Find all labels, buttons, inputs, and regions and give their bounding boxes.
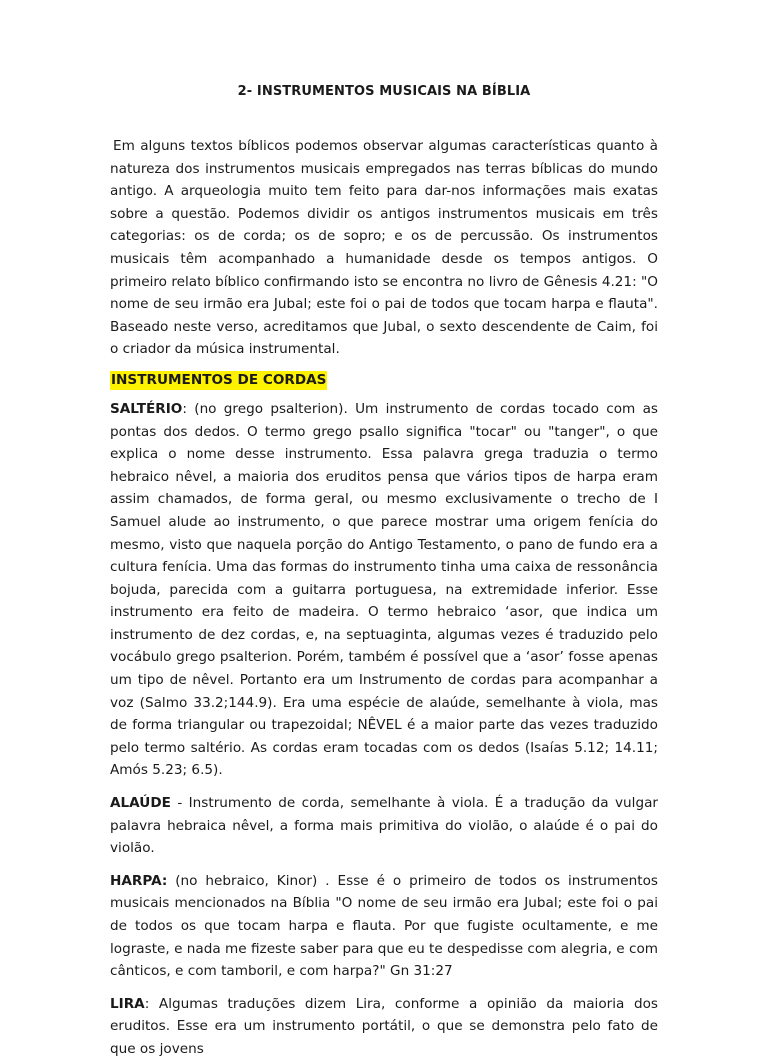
entry-text: : (no grego psalterion). Um instrumento de cordas tocado com as pontas dos dedos. O termo grego psallo significa "tocar" ou "tanger", o que explica o nome desse instrumento. Essa palavra grega traduzia o termo hebraico nêvel, a maioria dos eruditos pensa que vários tipos de harpa eram assim chamados, de forma geral, ou mesmo exclusivamente o trecho de I Samuel alude ao instrumento, o que parece mostrar uma origem fenícia do mesmo, visto que naquela porção do Antigo Testamento, o pano de fundo era a cultura fenícia. Uma das formas do instrumento tinha uma caixa de ressonância bojuda, parecida com a guitarra portuguesa, na extremidade inferior. Esse instrumento era feito de madeira. O termo hebraico ‘asor, que indica um instrumento de dez cordas, e, na septuaginta, algumas vezes é traduzido pelo vocábulo grego psalterion. Porém, também é possível que a ‘asor’ fosse apenas um tipo de nêvel. Portanto era um Instrumento de cordas para acompanhar a voz (Salmo 33.2;144.9). Era uma espécie de alaúde, semelhante à viola, mas de forma triangular ou trapezoidal; NÊVEL é a maior parte das vezes traduzido pelo termo saltério. As cordas eram tocadas com os dedos (Isaías 5.12; 14.11; Amós 5.23; 6.5). (110, 400, 658, 779)
entry-term: ALAÚDE (110, 795, 171, 812)
entry-term: LIRA (110, 995, 145, 1012)
entry-text: - Instrumento de corda, semelhante à viola. É a tradução da vulgar palavra hebraica nêvel, a forma mais primitiva do violão, o alaúde é o pai do violão. (110, 795, 658, 857)
section-heading-highlight: INSTRUMENTOS DE CORDAS (111, 371, 327, 388)
entry-term: HARPA: (110, 872, 168, 889)
entry-term: SALTÉRIO (110, 400, 183, 417)
entry-lira (110, 993, 658, 1061)
page-title: 2- INSTRUMENTOS MUSICAIS NA BÍBLIA (237, 84, 531, 99)
entry-text: (no hebraico, Kinor) . Esse é o primeiro de todos os instrumentos musicais mencionados na Bíblia "O nome de seu irmão era Jubal; este foi o pai de todos os que tocam harpa e flauta. Por que fugiste ocultamente, e me lograste, e nada me fizeste saber para que eu te despedisse com alegria, e com cânticos, e com tamboril, e com harpa?" Gn 31:27 (110, 872, 658, 980)
entry-text: : Algumas traduções dizem Lira, conforme a opinião da maioria dos eruditos. Esse era um instrumento portátil, o que se demonstra pelo fato de que os jovens (110, 995, 658, 1057)
entry-salterio (110, 398, 658, 782)
entry-harpa (110, 870, 658, 983)
entry-alaude (110, 792, 658, 860)
section-heading (110, 369, 658, 398)
intro-paragraph: Em alguns textos bíblicos podemos observar algumas características quanto à natureza dos instrumentos musicais empregados nas terras bíblicas do mundo antigo. A arqueologia muito tem feito para dar-nos informações mais exatas sobre a questão. Podemos dividir os antigos instrumentos musicais em três categorias: os de corda; os de sopro; e os de percussão. Os instrumentos musicais têm acompanhado a humanidade desde os tempos antigos. O primeiro relato bíblico confirmando isto se encontra no livro de Gênesis 4.21: "O nome de seu irmão era Jubal; este foi o pai de todos que tocam harpa e flauta". Baseado neste verso, acreditamos que Jubal, o sexto descendente de Caim, foi o criador da música instrumental. (110, 138, 658, 358)
